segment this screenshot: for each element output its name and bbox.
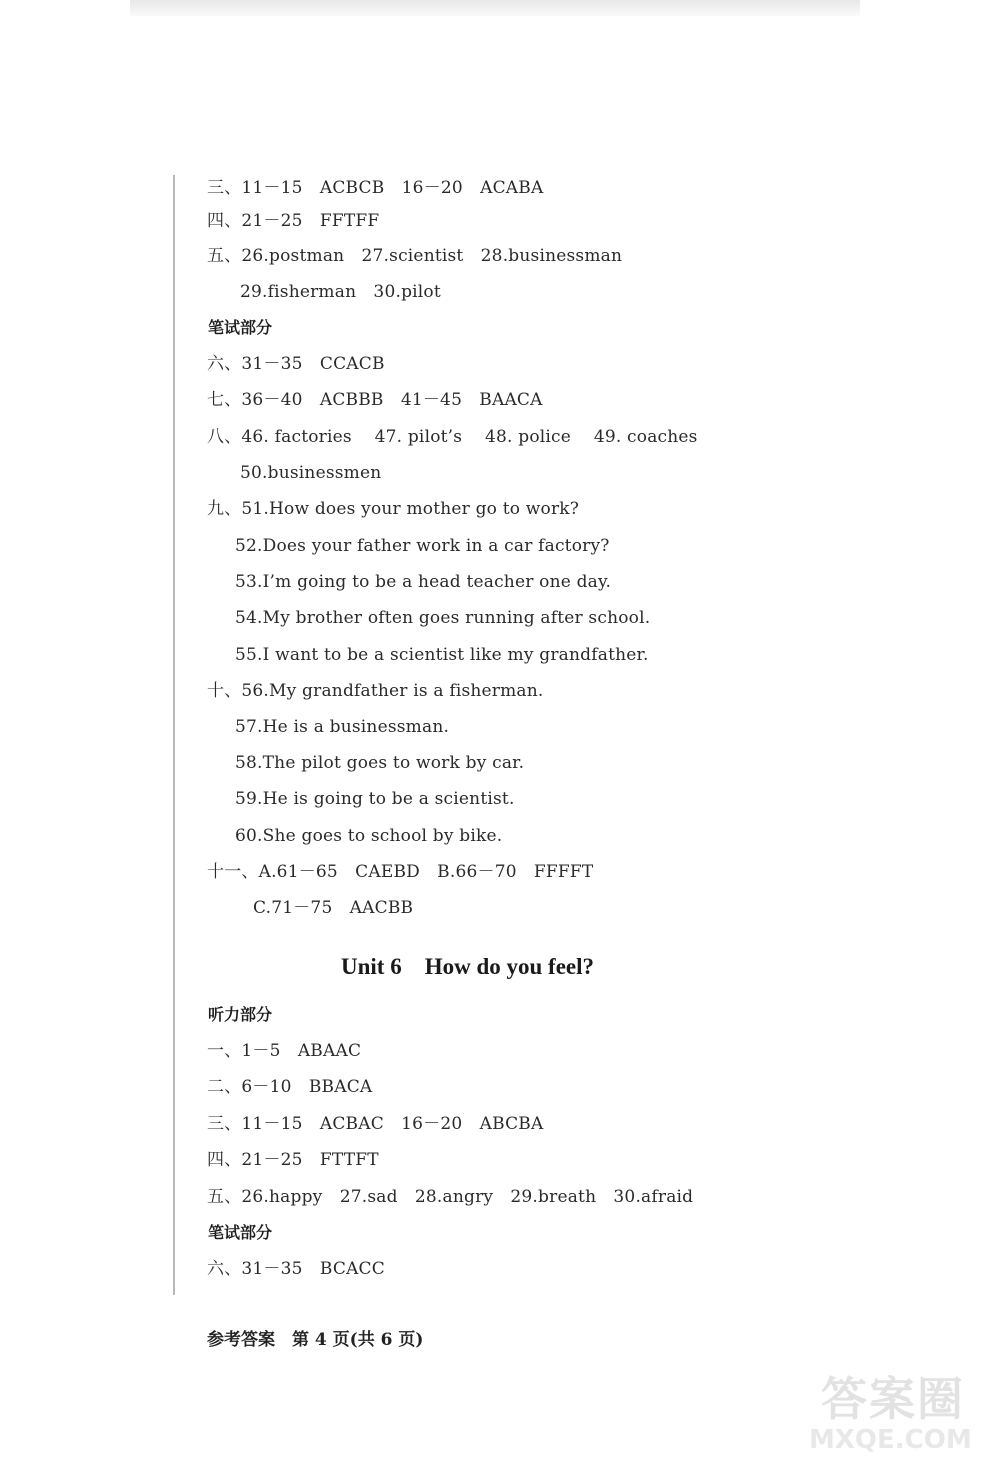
margin-rule bbox=[173, 175, 175, 1295]
answer-line: 四、21－25 FTTFT bbox=[207, 1150, 379, 1170]
answer-line: 六、31－35 CCACB bbox=[207, 354, 385, 374]
answer-line: 十、56.My grandfather is a fisherman. bbox=[207, 681, 544, 701]
answer-line: 53.I’m going to be a head teacher one day. bbox=[235, 572, 612, 592]
answer-line: 59.He is going to be a scientist. bbox=[235, 789, 515, 809]
written-section-heading: 笔试部分 bbox=[208, 318, 273, 337]
answer-line: 60.She goes to school by bike. bbox=[235, 826, 503, 846]
scan-top-edge bbox=[130, 0, 860, 16]
page-footer: 参考答案 第 4 页(共 6 页) bbox=[207, 1330, 424, 1350]
answer-line: 七、36－40 ACBBB 41－45 BAACA bbox=[207, 390, 543, 410]
answer-line: 五、26.happy 27.sad 28.angry 29.breath 30.afraid bbox=[207, 1187, 694, 1207]
answer-line: C.71－75 AACBB bbox=[253, 898, 414, 918]
answer-line: 六、31－35 BCACC bbox=[207, 1259, 385, 1279]
answer-line: 52.Does your father work in a car factory? bbox=[235, 536, 610, 556]
answer-line: 58.The pilot goes to work by car. bbox=[235, 753, 525, 773]
unit-title: Unit 6 How do you feel? bbox=[341, 954, 594, 979]
answer-line: 29.fisherman 30.pilot bbox=[240, 282, 441, 302]
answer-line: 九、51.How does your mother go to work? bbox=[207, 499, 580, 519]
answer-line: 四、21－25 FFTFF bbox=[207, 211, 380, 231]
watermark-url: MXQE.COM bbox=[809, 1425, 972, 1455]
answer-line: 三、11－15 ACBAC 16－20 ABCBA bbox=[207, 1114, 544, 1134]
answer-line: 57.He is a businessman. bbox=[235, 717, 450, 737]
answer-line: 十一、A.61－65 CAEBD B.66－70 FFFFT bbox=[207, 862, 594, 882]
answer-line: 一、1－5 ABAAC bbox=[207, 1041, 362, 1061]
answer-line: 三、11－15 ACBCB 16－20 ACABA bbox=[207, 178, 544, 198]
listening-section-heading: 听力部分 bbox=[208, 1005, 273, 1024]
answer-line: 五、26.postman 27.scientist 28.businessman bbox=[207, 246, 623, 266]
answer-line: 二、6－10 BBACA bbox=[207, 1077, 373, 1097]
answer-line: 50.businessmen bbox=[240, 463, 382, 483]
watermark-logo bbox=[809, 1363, 984, 1463]
watermark-text: 答案圈 bbox=[821, 1372, 965, 1426]
answer-line: 54.My brother often goes running after school. bbox=[235, 608, 651, 628]
written-section-heading: 笔试部分 bbox=[208, 1223, 273, 1242]
answer-line: 八、46. factories 47. pilot’s 48. police 49. coaches bbox=[207, 427, 698, 447]
answer-line: 55.I want to be a scientist like my grandfather. bbox=[235, 645, 649, 665]
